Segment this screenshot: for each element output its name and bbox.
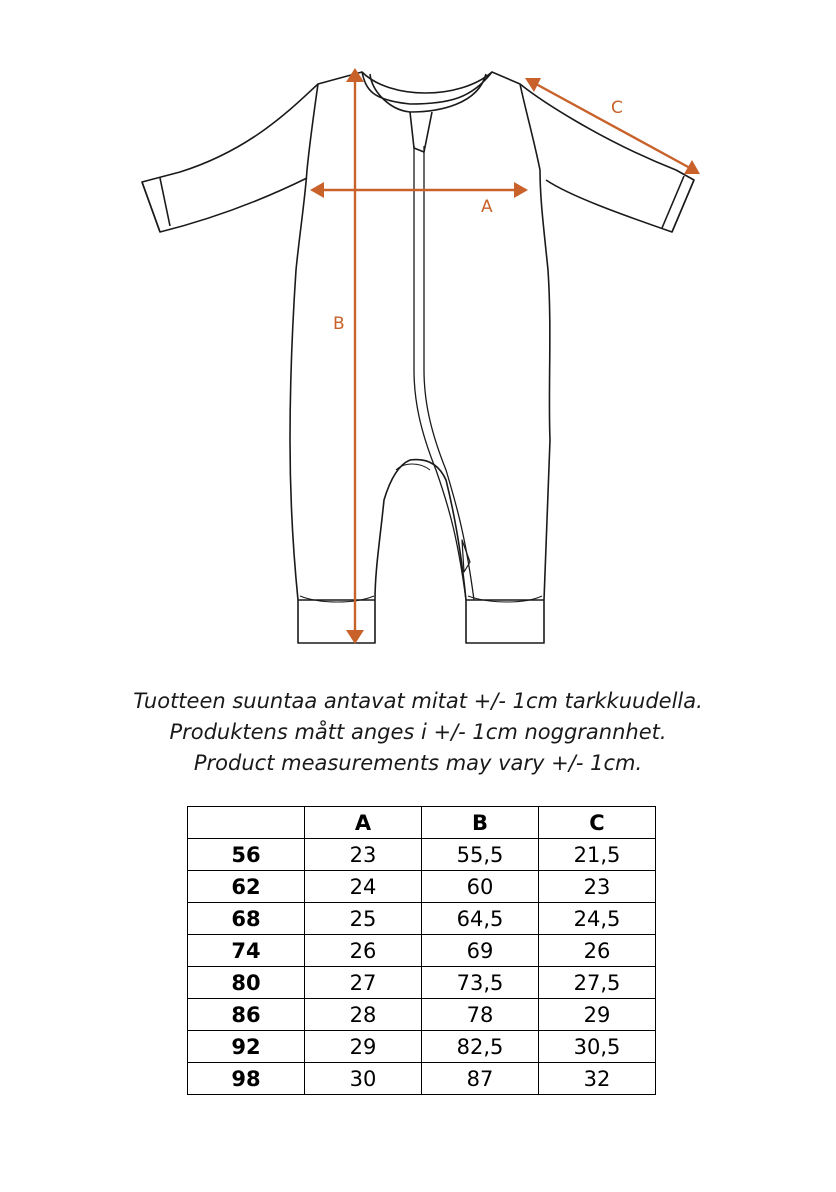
- value-a: 29: [305, 1031, 422, 1063]
- value-b: 87: [422, 1063, 539, 1095]
- arrow-a-head-right: [514, 182, 528, 198]
- arrow-b-head-bottom: [346, 630, 364, 644]
- size-cell: 56: [188, 839, 305, 871]
- header-c: C: [539, 807, 656, 839]
- value-c: 27,5: [539, 967, 656, 999]
- label-a: A: [481, 197, 493, 217]
- arrow-c: [536, 84, 690, 168]
- label-c: C: [611, 98, 623, 118]
- table-row: [188, 967, 656, 999]
- size-cell: 80: [188, 967, 305, 999]
- table-row: [188, 935, 656, 967]
- note-swedish: Produktens mått anges i +/- 1cm noggrannhet.: [169, 720, 667, 744]
- size-cell: 68: [188, 903, 305, 935]
- value-a: 23: [305, 839, 422, 871]
- value-c: 32: [539, 1063, 656, 1095]
- label-b: B: [333, 314, 345, 334]
- value-b: 73,5: [422, 967, 539, 999]
- value-b: 64,5: [422, 903, 539, 935]
- value-a: 27: [305, 967, 422, 999]
- value-b: 82,5: [422, 1031, 539, 1063]
- measurement-notes: [0, 686, 836, 779]
- romper-outline: [142, 72, 694, 643]
- note-finnish: Tuotteen suuntaa antavat mitat +/- 1cm tarkkuudella.: [133, 689, 703, 713]
- value-b: 78: [422, 999, 539, 1031]
- dimension-arrows: [310, 68, 700, 644]
- size-cell: 74: [188, 935, 305, 967]
- size-cell: 86: [188, 999, 305, 1031]
- size-cell: 92: [188, 1031, 305, 1063]
- table-row: [188, 999, 656, 1031]
- value-b: 60: [422, 871, 539, 903]
- table-row: [188, 1063, 656, 1095]
- note-english: Product measurements may vary +/- 1cm.: [193, 751, 643, 775]
- value-a: 30: [305, 1063, 422, 1095]
- value-c: 26: [539, 935, 656, 967]
- header-size: [188, 807, 305, 839]
- table-row: [188, 1031, 656, 1063]
- value-c: 24,5: [539, 903, 656, 935]
- value-a: 26: [305, 935, 422, 967]
- value-a: 25: [305, 903, 422, 935]
- value-b: 55,5: [422, 839, 539, 871]
- table-row: [188, 839, 656, 871]
- size-cell: 62: [188, 871, 305, 903]
- value-a: 24: [305, 871, 422, 903]
- value-c: 29: [539, 999, 656, 1031]
- arrow-a-head-left: [310, 182, 324, 198]
- value-a: 28: [305, 999, 422, 1031]
- value-c: 21,5: [539, 839, 656, 871]
- value-c: 30,5: [539, 1031, 656, 1063]
- header-a: A: [305, 807, 422, 839]
- table-header-row: [188, 807, 656, 839]
- header-b: B: [422, 807, 539, 839]
- value-b: 69: [422, 935, 539, 967]
- table-row: [188, 871, 656, 903]
- size-table: [187, 806, 656, 1095]
- size-cell: 98: [188, 1063, 305, 1095]
- value-c: 23: [539, 871, 656, 903]
- table-row: [188, 903, 656, 935]
